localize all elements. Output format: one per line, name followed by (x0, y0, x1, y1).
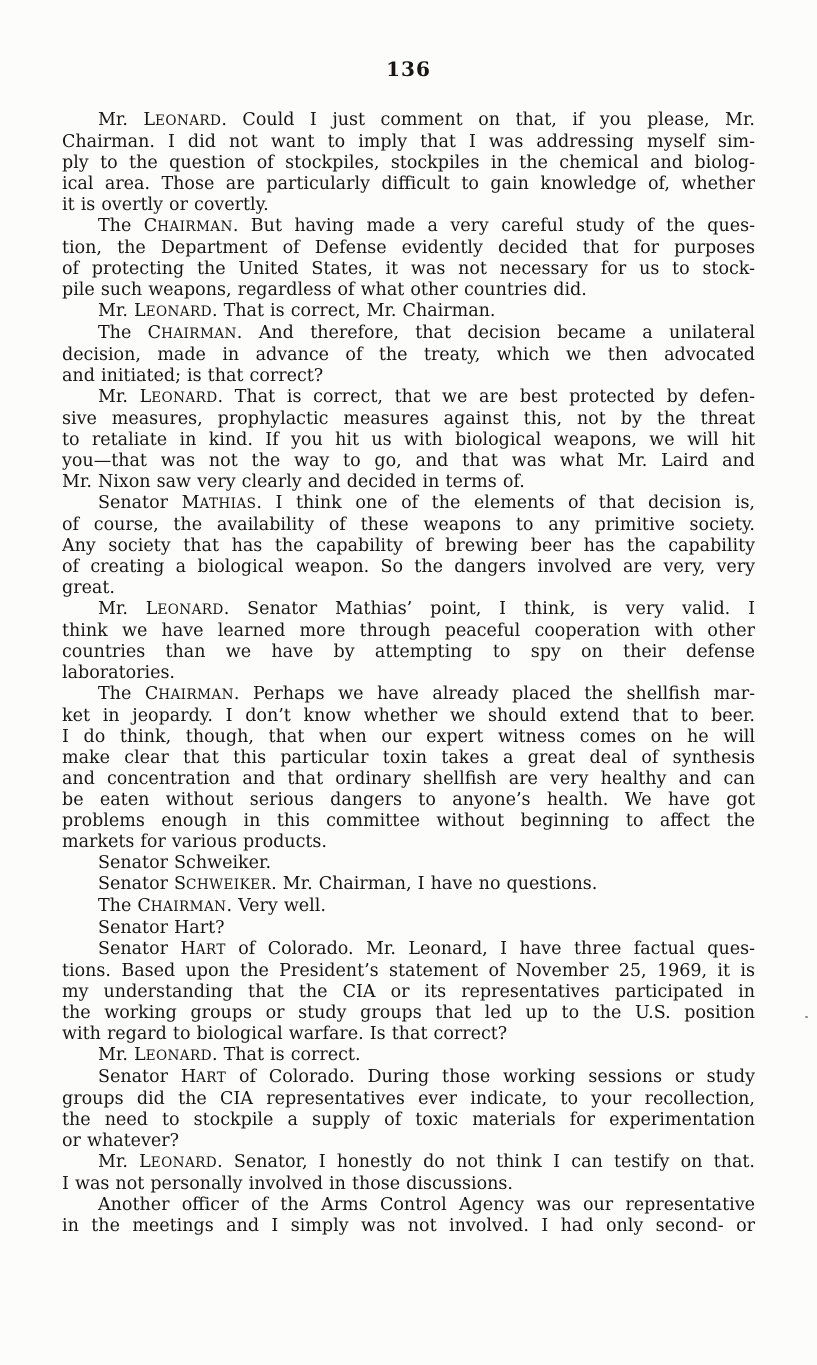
text-line: Another officer of the Arms Control Agency was our representative (98, 1195, 755, 1215)
paragraph (62, 1152, 755, 1195)
text-line: tions. Based upon the President’s statement of November 25, 1969, it is (62, 961, 755, 981)
text-line: think we have learned more through peaceful cooperation with other (62, 621, 755, 641)
text-line: of creating a biological weapon. So the dangers involved are very, very (62, 557, 755, 577)
paragraph (62, 896, 755, 918)
speaker-name: CHAIRMAN (147, 323, 237, 343)
text-line: Senator Schweiker. (98, 853, 272, 873)
speaker-name: CHAIRMAN (144, 684, 234, 704)
text-line: you—that was not the way to go, and that was what Mr. Laird and (62, 451, 755, 471)
paragraph (62, 387, 755, 493)
text-line: decision, made in advance of the treaty, which we then advocated (62, 345, 755, 365)
text-line: markets for various products. (62, 832, 327, 852)
text-line: Senator Hart? (98, 918, 225, 938)
text-line: problems enough in this committee without beginning to affect the (62, 811, 755, 831)
text-line: pile such weapons, regardless of what other countries did. (62, 280, 587, 300)
paragraph (62, 684, 755, 853)
text-line: in the meetings and I simply was not involved. I had only second- or (62, 1216, 755, 1236)
text-line: the need to stockpile a supply of toxic materials for experimentation (62, 1110, 755, 1130)
paragraph (62, 216, 755, 301)
text-line: Mr. LEONARD. Could I just comment on that, if you please, Mr. (98, 110, 755, 130)
speaker-name: SCHWEIKER (174, 874, 272, 894)
page-number: 136 (386, 57, 431, 81)
text-line: of protecting the United States, it was not necessary for us to stock- (62, 259, 755, 279)
speaker-name: LEONARD (143, 110, 222, 130)
text-line: tion, the Department of Defense evidently decided that for purposes (62, 238, 755, 258)
text-line: I was not personally involved in those discussions. (62, 1174, 513, 1194)
paragraph (62, 918, 755, 939)
speaker-name: LEONARD (134, 1045, 212, 1065)
text-column (62, 110, 755, 1237)
text-line: Senator MATHIAS. I think one of the elements of that decision is, (98, 493, 755, 513)
text-line: The CHAIRMAN. And therefore, that decision became a unilateral (98, 323, 755, 343)
scan-artifact-speck (805, 1016, 808, 1018)
paragraph (62, 1195, 755, 1237)
text-line: The CHAIRMAN. Very well. (98, 896, 326, 916)
paragraph (62, 874, 755, 896)
text-line: it is overtly or covertly. (62, 195, 269, 215)
speaker-name: CHAIRMAN (137, 896, 227, 916)
text-line: Senator HART of Colorado. Mr. Leonard, I have three factual ques- (98, 939, 755, 959)
text-line: ply to the question of stockpiles, stockpiles in the chemical and biolog- (62, 153, 755, 173)
text-line: great. (62, 578, 115, 598)
speaker-name: HART (180, 1067, 227, 1087)
text-line: Mr. LEONARD. Senator Mathias’ point, I think, is very valid. I (98, 599, 755, 619)
paragraph (62, 853, 755, 874)
paragraph (62, 939, 755, 1045)
text-line: Senator SCHWEIKER. Mr. Chairman, I have no questions. (98, 874, 598, 894)
speaker-name: LEONARD (139, 1152, 218, 1172)
text-line: The CHAIRMAN. Perhaps we have already placed the shellfish mar- (98, 684, 755, 704)
text-line: with regard to biological warfare. Is that correct? (62, 1024, 508, 1044)
text-line: countries than we have by attempting to spy on their defense (62, 642, 755, 662)
text-line: Mr. LEONARD. That is correct. (98, 1045, 361, 1065)
text-line: Mr. LEONARD. That is correct, Mr. Chairman. (98, 301, 496, 321)
speaker-name: MATHIAS (181, 493, 257, 513)
paragraph (62, 323, 755, 387)
text-line: The CHAIRMAN. But having made a very careful study of the ques- (98, 216, 755, 236)
text-line: to retaliate in kind. If you hit us with biological weapons, we will hit (62, 430, 755, 450)
text-line: Chairman. I did not want to imply that I was addressing myself sim- (62, 132, 755, 152)
speaker-name: CHAIRMAN (143, 216, 233, 236)
text-line: laboratories. (62, 663, 175, 683)
speaker-name: LEONARD (145, 599, 224, 619)
text-line: Mr. LEONARD. That is correct, that we are best protected by defen- (98, 387, 755, 407)
paragraph (62, 110, 755, 216)
text-line: Mr. Nixon saw very clearly and decided in terms of. (62, 472, 525, 492)
text-line: sive measures, prophylactic measures against this, not by the threat (62, 409, 755, 429)
text-line: ical area. Those are particularly difficult to gain knowledge of, whether (62, 174, 755, 194)
text-line: groups did the CIA representatives ever indicate, to your recollection, (62, 1089, 755, 1109)
paragraph (62, 599, 755, 684)
text-line: make clear that this particular toxin takes a great deal of synthesis (62, 748, 755, 768)
paragraph (62, 493, 755, 599)
text-line: and concentration and that ordinary shellfish are very healthy and can (62, 769, 755, 789)
text-line: my understanding that the CIA or its representatives participated in (62, 982, 755, 1002)
text-line: Mr. LEONARD. Senator, I honestly do not think I can testify on that. (98, 1152, 755, 1172)
paragraph (62, 1067, 755, 1152)
text-line: Senator HART of Colorado. During those working sessions or study (98, 1067, 756, 1087)
paragraph (62, 1045, 755, 1067)
text-line: I do think, though, that when our expert witness comes on he will (62, 727, 755, 747)
text-line: of course, the availability of these weapons to any primitive society. (62, 515, 755, 535)
text-line: and initiated; is that correct? (62, 366, 324, 386)
text-line: the working groups or study groups that led up to the U.S. position (62, 1003, 755, 1023)
speaker-name: LEONARD (134, 301, 212, 321)
speaker-name: HART (180, 939, 226, 959)
text-line: be eaten without serious dangers to anyone’s health. We have got (62, 790, 755, 810)
text-line: Any society that has the capability of brewing beer has the capability (62, 536, 755, 556)
paragraph (62, 301, 755, 323)
speaker-name: LEONARD (139, 387, 218, 407)
text-line: or whatever? (62, 1131, 180, 1151)
text-line: ket in jeopardy. I don’t know whether we should extend that to beer. (62, 706, 755, 726)
